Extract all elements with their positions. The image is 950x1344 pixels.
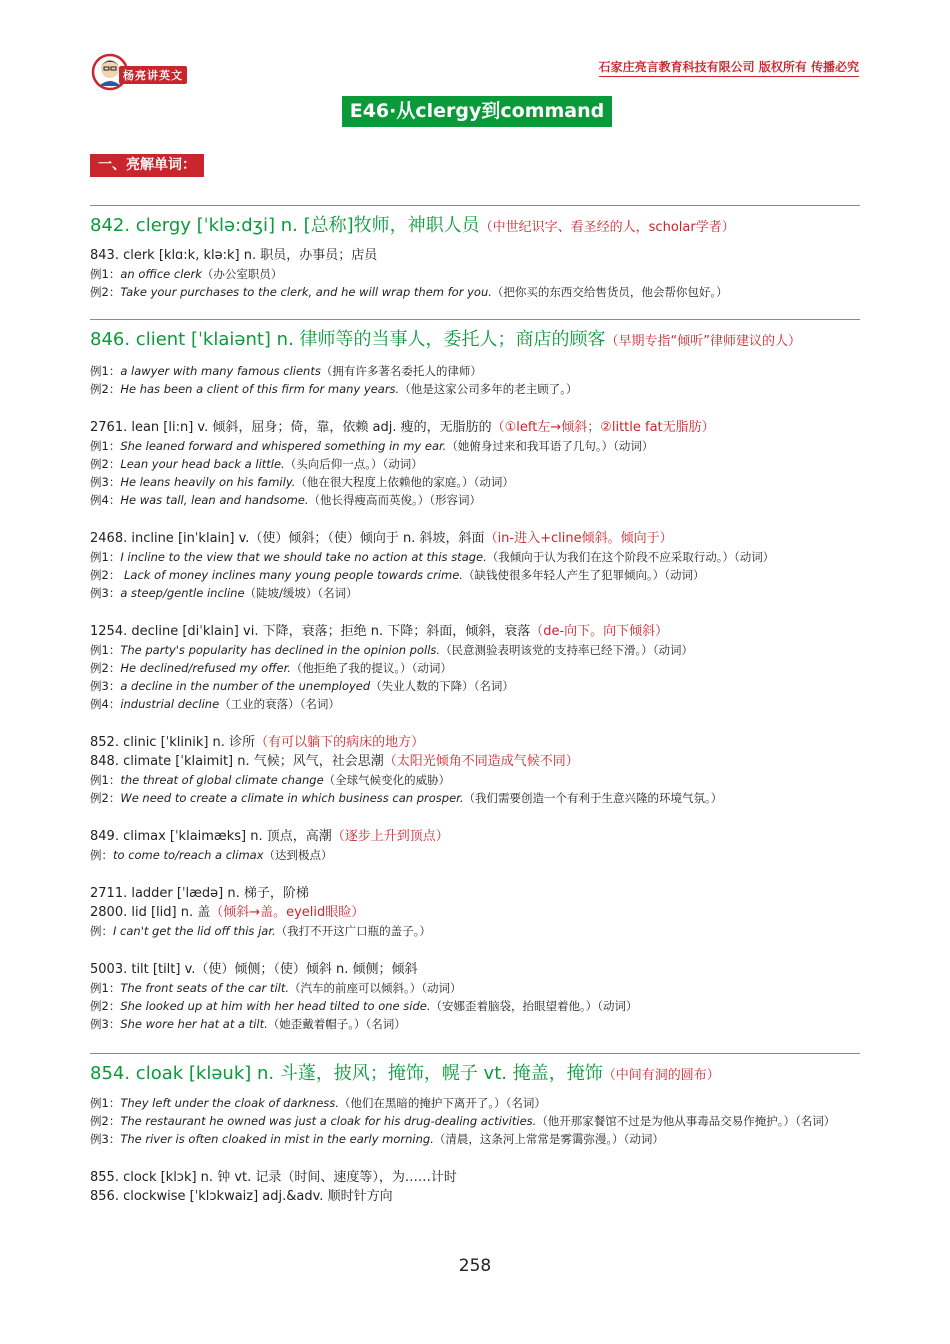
entry-word: 848. climate [ˈklaimit] n. 气候；风气，社会思潮（太阳光倾角不同造成气候不同） (90, 754, 579, 769)
example-line: 例4：industrial decline（工业的衰落）（名词） (90, 697, 340, 711)
example-line: 例1：They left under the cloak of darkness.（他们在黑暗的掩护下离开了。）（名词） (90, 1096, 546, 1110)
example-line: 例1：She leaned forward and whispered something in my ear.（她俯身过来和我耳语了几句。）（动词） (90, 439, 654, 453)
example-line: 例3：a decline in the number of the unemployed（失业人数的下降）（名词） (90, 679, 514, 693)
example-line: 例1：The party's popularity has declined in the opinion polls.（民意测验表明该党的支持率已经下滑。）（动词） (90, 643, 694, 657)
entry-headword: 854. cloak [kləuk] n. 斗蓬，披风；掩饰，幌子 vt. 掩盖，掩饰（中间有洞的圆布） (90, 1063, 720, 1084)
example-line: 例3：He leans heavily on his family.（他在很大程度上依赖他的家庭。）（动词） (90, 475, 514, 489)
example-line: 例2：Lean your head back a little.（头向后仰一点。）（动词） (90, 457, 423, 471)
example-line: 例1：the threat of global climate change（全球气候变化的威胁） (90, 773, 451, 787)
example-line: 例2：She looked up at him with her head tilted to one side.（安娜歪着脑袋，抬眼望着他。）（动词） (90, 999, 638, 1013)
entry-headword: 846. client [ˈklaiənt] n. 律师等的当事人，委托人；商店的顾客（早期专指“倾听”律师建议的人） (90, 329, 802, 350)
entry-word: 2711. ladder [ˈlædə] n. 梯子，阶梯 (90, 886, 309, 901)
entry-word: 852. clinic [ˈklinik] n. 诊所（有可以躺下的病床的地方） (90, 735, 425, 750)
section-label: 一、亮解单词： (90, 154, 204, 177)
entry-headword: 842. clergy [ˈklə:dʒi] n. [总称]牧师，神职人员（中世纪识字、看圣经的人，scholar学者） (90, 215, 735, 236)
example-line: 例1：I incline to the view that we should take no action at this stage.（我倾向于认为我们在这个阶段不应采取行动。）（动词） (90, 550, 775, 564)
entry-word: 2761. lean [li:n] v. 倾斜，屈身；倚，靠，依赖 adj. 瘦的，无脂肪的（①left左→倾斜；②little fat无脂肪） (90, 420, 715, 435)
example-line: 例2：He has been a client of this firm for many years.（他是这家公司多年的老主顾了。） (90, 382, 578, 396)
entry-word: 855. clock [klɔk] n. 钟 vt. 记录（时间、速度等），为……计时 (90, 1170, 457, 1185)
entry-word: 843. clerk [klɑ:k, klə:k] n. 职员，办事员；店员 (90, 248, 378, 263)
page-number: 258 (458, 1256, 492, 1276)
example-line: 例：I can't get the lid off this jar.（我打不开这广口瓶的盖子。） (90, 924, 431, 938)
example-line: 例2：The restaurant he owned was just a cloak for his drug-dealing activities.（他开那家餐馆不过是为他从事毒品交易作掩护。）（名词） (90, 1114, 836, 1128)
example-line: 例3：She wore her hat at a tilt.（她歪戴着帽子。）（名词） (90, 1017, 406, 1031)
page-title: E46·从clergy到command (342, 96, 612, 127)
entry-word: 2468. incline [inˈklain] v.（使）倾斜；（使）倾向于 n. 斜坡，斜面（in-进入+cline倾斜。倾向于） (90, 531, 673, 546)
example-line: 例2： Lack of money inclines many young people towards crime.（缺钱使很多年轻人产生了犯罪倾向。）（动词） (90, 568, 705, 582)
example-line: 例1：a lawyer with many famous clients（拥有许多著名委托人的律师） (90, 364, 482, 378)
example-line: 例2：He declined/refused my offer.（他拒绝了我的提议。）（动词） (90, 661, 452, 675)
entry-word: 849. climax [ˈklaimæks] n. 顶点，高潮（逐步上升到顶点） (90, 829, 449, 844)
entry-word: 856. clockwise [ˈklɔkwaiz] adj.&adv. 顺时针方向 (90, 1189, 393, 1204)
entry-word: 1254. decline [diˈklain] vi. 下降，衰落；拒绝 n. 下降；斜面，倾斜，衰落（de-向下。向下倾斜） (90, 624, 669, 639)
example-line: 例3：The river is often cloaked in mist in the early morning.（清晨，这条河上常常是雾霭弥漫。）（动词） (90, 1132, 664, 1146)
example-line: 例：to come to/reach a climax（达到极点） (90, 848, 333, 862)
entry-word: 5003. tilt [tilt] v.（使）倾侧；（使）倾斜 n. 倾侧；倾斜 (90, 962, 418, 977)
example-line: 例4：He was tall, lean and handsome.（他长得瘦高而英俊。）（形容词） (90, 493, 482, 507)
example-line: 例2：We need to create a climate in which business can prosper.（我们需要创造一个有利于生意兴隆的环境气氛。） (90, 791, 723, 805)
example-line: 例3：a steep/gentle incline（陡坡/缓坡）（名词） (90, 586, 358, 600)
copyright-notice: 石家庄亮言教育科技有限公司 版权所有 传播必究 (599, 58, 859, 77)
example-line: 例1：an office clerk（办公室职员） (90, 267, 283, 281)
entry-word: 2800. lid [lid] n. 盖（倾斜→盖。eyelid眼睑） (90, 905, 365, 920)
example-line: 例1：The front seats of the car tilt.（汽车的前座可以倾斜。）（动词） (90, 981, 462, 995)
vocab-content (90, 205, 860, 1206)
example-line: 例2：Take your purchases to the clerk, and he will wrap them for you.（把你买的东西交给售货员，他会帮你包好。） (90, 285, 728, 299)
logo-text: 杨亮讲英文 (119, 66, 187, 84)
